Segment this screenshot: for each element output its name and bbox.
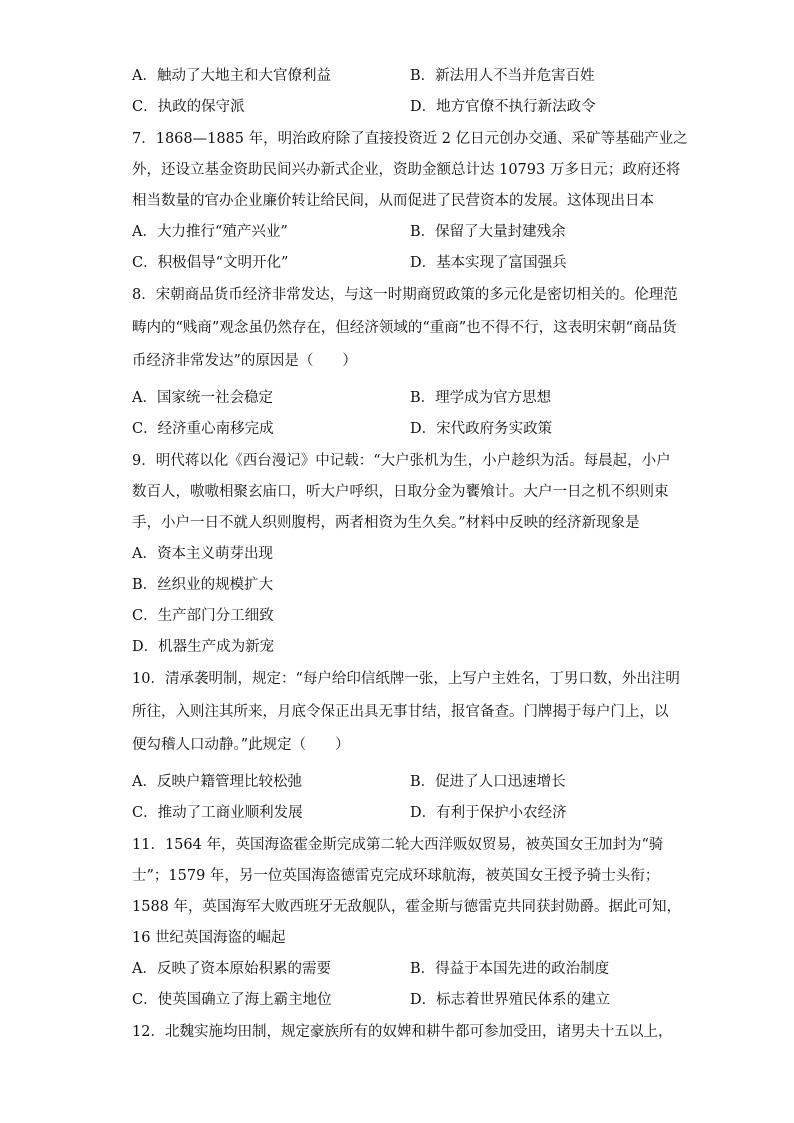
q9-stem-line: 9．明代蒋以化《西台漫记》中记载：“大户张机为生，小户趁织为活。每晨起，小户 xyxy=(132,453,671,469)
q9-option-c[interactable]: C．生产部门分工细致 xyxy=(132,608,274,624)
q10-option-c[interactable]: C．推动了工商业顺利发展 xyxy=(132,805,303,821)
q8-stem-line: 币经济非常发达”的原因是（ ） xyxy=(132,353,357,369)
q8-option-b[interactable]: B．理学成为官方思想 xyxy=(410,390,552,406)
q9-stem-line: 数百人，嗷嗷相聚玄庙口，听大户呼织，日取分金为饔飧计。大户一日之机不织则束 xyxy=(132,484,669,500)
q8-option-c[interactable]: C．经济重心南移完成 xyxy=(132,421,274,437)
q8-option-d[interactable]: D．宋代政府务实政策 xyxy=(410,421,553,437)
q7-option-d[interactable]: D．基本实现了富国强兵 xyxy=(410,255,567,271)
q9-option-d[interactable]: D．机器生产成为新宠 xyxy=(132,639,275,655)
q10-stem-line: 所往，入则注其所来，月底令保正出具无事甘结，报官备查。门牌揭于每户门上，以 xyxy=(132,704,669,720)
q11-stem-line: 11．1564 年，英国海盗霍金斯完成第二轮大西洋贩奴贸易，被英国女王加封为“骑 xyxy=(132,837,664,853)
q11-option-d[interactable]: D．标志着世界殖民体系的建立 xyxy=(410,992,611,1008)
q12-stem-line: 12．北魏实施均田制，规定豪族所有的奴婢和耕牛都可参加受田，诸男夫十五以上， xyxy=(132,1024,673,1040)
q6-option-d[interactable]: D．地方官僚不执行新法政令 xyxy=(410,99,596,115)
q7-stem-line: 外，还设立基金资助民间兴办新式企业，资助金额总计达 10793 万多日元；政府还将 xyxy=(132,162,681,178)
q8-stem-line: 8．宋朝商品货币经济非常发达，与这一时期商贸政策的多元化是密切相关的。伦理范 xyxy=(132,287,678,303)
q7-option-a[interactable]: A．大力推行“殖产兴业” xyxy=(132,224,288,240)
q7-stem-line: 7．1868—1885 年，明治政府除了直接投资近 2 亿日元创办交通、采矿等基础产业之 xyxy=(132,131,688,147)
q9-option-b[interactable]: B．丝织业的规模扩大 xyxy=(132,577,274,593)
q11-option-a[interactable]: A．反映了资本原始积累的需要 xyxy=(132,961,331,977)
q11-option-c[interactable]: C．使英国确立了海上霸主地位 xyxy=(132,992,332,1008)
q6-option-b[interactable]: B．新法用人不当并危害百姓 xyxy=(410,68,595,84)
q8-stem-line: 畴内的“贱商”观念虽仍然存在，但经济领域的“重商”也不得不行，这表明宋朝“商品货 xyxy=(132,320,677,336)
q10-option-d[interactable]: D．有利于保护小农经济 xyxy=(410,805,567,821)
q11-stem-line: 1588 年，英国海军大败西班牙无敌舰队，霍金斯与德雷克共同获封勋爵。据此可知， xyxy=(132,899,682,915)
q10-option-a[interactable]: A．反映户籍管理比较松弛 xyxy=(132,774,302,790)
q11-stem-line: 士”；1579 年，另一位英国海盗德雷克完成环球航海，被英国女王授予骑士头衔； xyxy=(132,868,660,884)
q6-option-c[interactable]: C．执政的保守派 xyxy=(132,99,245,115)
q7-option-b[interactable]: B．保留了大量封建残余 xyxy=(410,224,566,240)
q10-stem-line: 10．清承袭明制，规定：“每户给印信纸牌一张，上写户主姓名，丁男口数，外出注明 xyxy=(132,671,680,687)
q11-option-b[interactable]: B．得益于本国先进的政治制度 xyxy=(410,961,610,977)
q7-option-c[interactable]: C．积极倡导“文明开化” xyxy=(132,255,289,271)
q9-option-a[interactable]: A．资本主义萌芽出现 xyxy=(132,546,273,562)
q10-option-b[interactable]: B．促进了人口迅速增长 xyxy=(410,774,566,790)
q11-stem-line: 16 世纪英国海盗的崛起 xyxy=(132,930,286,946)
q10-stem-line: 便勾稽人口动静。”此规定（ ） xyxy=(132,737,350,753)
q6-option-a[interactable]: A．触动了大地主和大官僚利益 xyxy=(132,68,331,84)
q9-stem-line: 手，小户一日不就人织则腹枵，两者相资为生久矣。”材料中反映的经济新现象是 xyxy=(132,515,640,531)
q7-stem-line: 相当数量的官办企业廉价转让给民间，从而促进了民营资本的发展。这体现出日本 xyxy=(132,193,654,209)
q8-option-a[interactable]: A．国家统一社会稳定 xyxy=(132,390,273,406)
